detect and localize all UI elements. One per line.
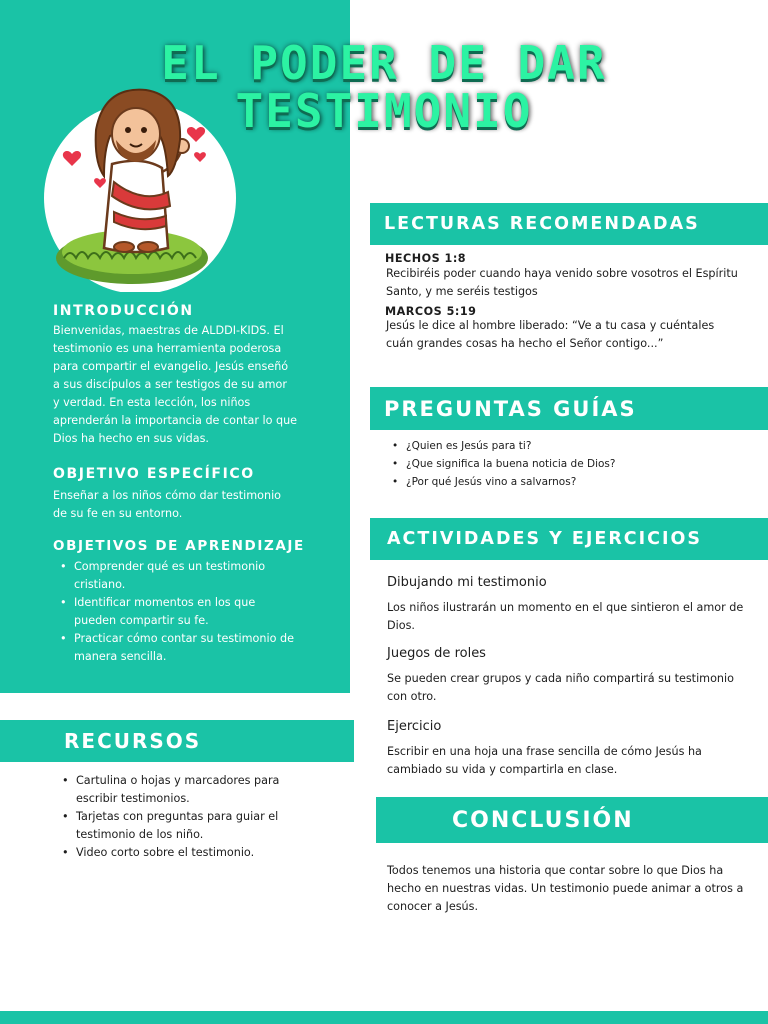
recursos-banner [0,720,354,762]
list-item: • ¿Por qué Jesús vino a salvarnos? [384,473,764,491]
conclusion-text: Todos tenemos una historia que contar sobre lo que Dios ha hecho en nuestras vidas. Un testimonio puede animar a otros a conocer a Jesús. [387,864,744,913]
preguntas-banner [370,387,768,430]
list-item: • Practicar cómo contar su testimonio de manera sencilla. [52,630,344,666]
actividad-1-title: Dibujando mi testimonio [387,575,547,590]
actividad-3-title: Ejercicio [387,719,442,734]
objetivo-heading: OBJETIVO ESPECÍFICO [53,466,255,482]
title-line-2: TESTIMONIO [235,84,533,138]
list-item: • ¿Que significa la buena noticia de Dios? [384,455,764,473]
ref-marcos: MARCOS 5:19 [385,305,477,318]
lecturas-heading: LECTURAS RECOMENDADAS [384,214,700,234]
conclusion-banner [376,797,768,843]
recursos-list [54,772,346,862]
list-item: • Tarjetas con preguntas para guiar el testimonio de los niño. [54,808,346,844]
bottom-bar [0,1011,768,1024]
page-title [0,36,768,138]
intro-text: Bienvenidas, maestras de ALDDI-KIDS. El testimonio es una herramienta poderosa para compartir el evangelio. Jesús enseñó a sus discípulos a ser testigos de su amor y verdad. En esta lección, los niños aprenderán la importancia de contar lo que Dios ha hecho en sus vidas. [53,324,298,445]
aprendizaje-heading: OBJETIVOS DE APRENDIZAJE [53,538,305,554]
actividad-1-text: Los niños ilustrarán un momento en el que sintieron el amor de Dios. [387,601,744,632]
lectura-2-text: Jesús le dice al hombre liberado: “Ve a tu casa y cuéntales cuán grandes cosas ha hecho el Señor contigo...” [386,319,715,350]
lecturas-banner [370,203,768,245]
list-item: • Identificar momentos en los que pueden compartir su fe. [52,594,344,630]
aprendizaje-list [52,558,344,666]
list-item: • Comprender qué es un testimonio cristiano. [52,558,344,594]
objetivo-text: Enseñar a los niños cómo dar testimonio de su fe en su entorno. [53,489,282,520]
preguntas-list [384,437,764,491]
list-item: • Video corto sobre el testimonio. [54,844,346,862]
conclusion-heading: CONCLUSIÓN [452,807,634,833]
lectura-1-text: Recibiréis poder cuando haya venido sobre vosotros el Espíritu Santo, y me seréis testigos [386,267,738,298]
actividades-heading: ACTIVIDADES Y EJERCICIOS [387,529,702,549]
recursos-heading: RECURSOS [64,729,202,753]
list-item: • ¿Quien es Jesús para ti? [384,437,764,455]
title-line-1: EL PODER DE DAR [161,36,607,90]
actividades-banner [370,518,768,560]
list-item: • Cartulina o hojas y marcadores para escribir testimonios. [54,772,346,808]
actividad-2-title: Juegos de roles [387,646,486,661]
intro-heading: INTRODUCCIÓN [53,303,194,319]
actividad-3-text: Escribir en una hoja una frase sencilla de cómo Jesús ha cambiado su vida y compartirla en clase. [387,745,702,776]
actividad-2-text: Se pueden crear grupos y cada niño compartirá su testimonio con otro. [387,672,734,703]
ref-hechos: HECHOS 1:8 [385,252,467,265]
preguntas-heading: PREGUNTAS GUÍAS [384,396,637,421]
